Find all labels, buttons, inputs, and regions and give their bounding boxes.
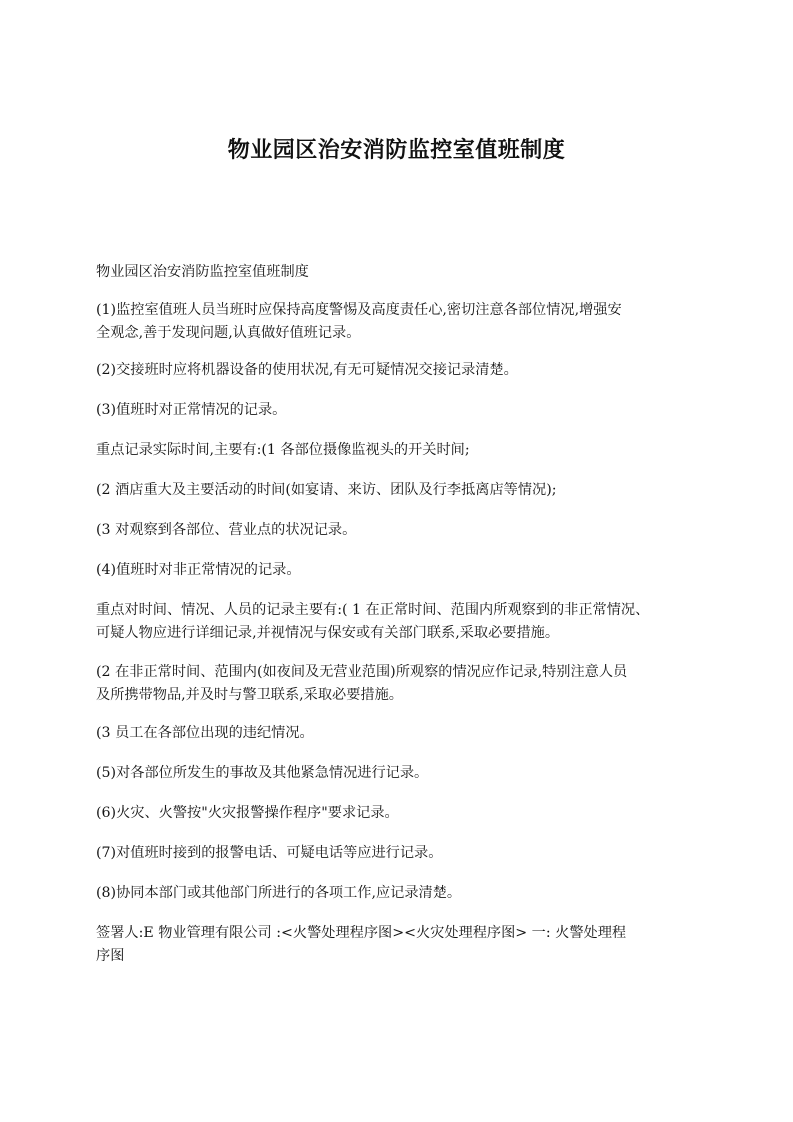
paragraph-5: (5)对各部位所发生的事故及其他紧急情况进行记录。 (96, 765, 429, 781)
paragraph-7: (7)对值班时接到的报警电话、可疑电话等应进行记录。 (96, 845, 443, 861)
paragraph-8: (8)协同本部门或其他部门所进行的各项工作,应记录清楚。 (96, 885, 462, 901)
paragraph-6: (6)火灾、火警按"火灾报警操作程序"要求记录。 (96, 805, 399, 821)
paragraph-3-item-2: (2 酒店重大及主要活动的时间(如宴请、来访、团队及行李抵离店等情况); (96, 482, 557, 498)
paragraph-4-item-3: (3 员工在各部位出现的违纪情况。 (96, 725, 314, 741)
paragraph-4-detail-line-1: 重点对时间、情况、人员的记录主要有:( 1 在正常时间、范围内所观察到的非正常情况、 (96, 602, 650, 618)
paragraph-1-line-2: 全观念,善于发现问题,认真做好值班记录。 (96, 325, 361, 341)
paragraph-4-item-2-line-2: 及所携带物品,并及时与警卫联系,采取必要措施。 (96, 687, 403, 703)
paragraph-1-line-1: (1)监控室值班人员当班时应保持高度警惕及高度责任心,密切注意各部位情况,增强安 (96, 302, 622, 318)
intro-heading: 物业园区治安消防监控室值班制度 (96, 264, 309, 280)
paragraph-2: (2)交接班时应将机器设备的使用状况,有无可疑情况交接记录清楚。 (96, 362, 518, 378)
signatory-line-1: 签署人:E 物业管理有限公司 :<火警处理程序图><火灾处理程序图> 一: 火警处理程 (96, 925, 627, 941)
paragraph-4-detail-line-2: 可疑人物应进行详细记录,并视情况与保安或有关部门联系,采取必要措施。 (96, 625, 560, 641)
paragraph-4: (4)值班时对非正常情况的记录。 (96, 562, 301, 578)
paragraph-3-detail: 重点记录实际时间,主要有:(1 各部位摄像监视头的开关时间; (96, 442, 470, 458)
signatory-line-2: 序图 (96, 948, 125, 964)
paragraph-3-item-3: (3 对观察到各部位、营业点的状况记录。 (96, 522, 357, 538)
paragraph-4-item-2-line-1: (2 在非正常时间、范围内(如夜间及无营业范围)所观察的情况应作记录,特别注意人员 (96, 664, 628, 680)
paragraph-3: (3)值班时对正常情况的记录。 (96, 402, 287, 418)
document-title: 物业园区治安消防监控室值班制度 (227, 138, 566, 163)
